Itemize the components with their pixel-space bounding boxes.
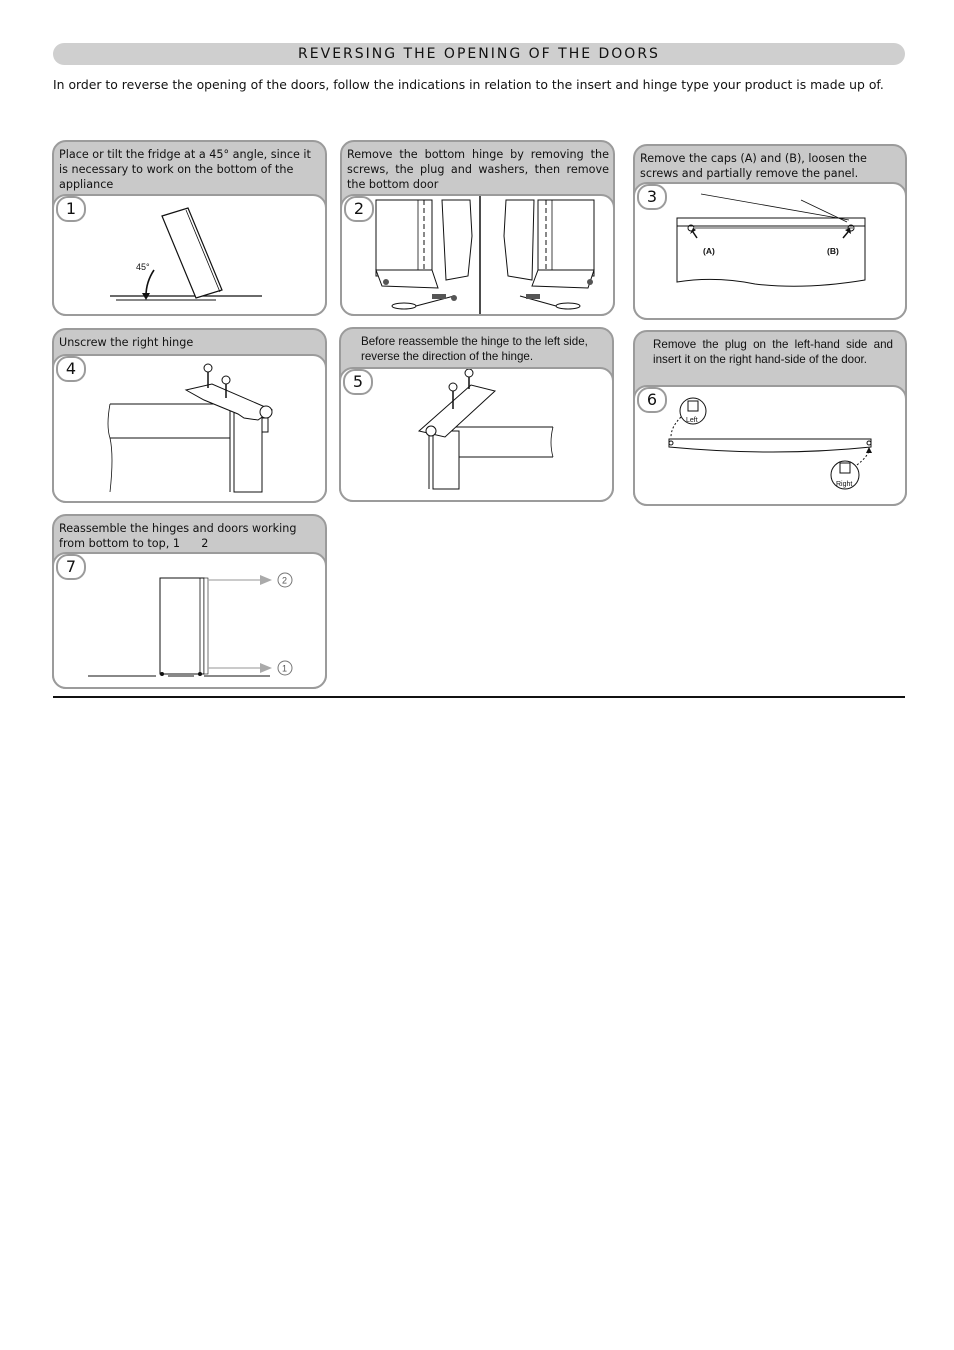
step-7-marker-1: 1 (282, 663, 288, 674)
step-3-illustration (635, 184, 905, 318)
section-divider (53, 696, 905, 698)
step-2-caption: Remove the bottom hinge by removing the screws, the plug and washers, then remove the bottom door (347, 148, 609, 191)
step-1-angle-label: 45° (136, 262, 150, 272)
step-6-caption: Remove the plug on the left-hand side and insert it on the right hand-side of the door. (653, 338, 893, 366)
step-6-number: 6 (637, 387, 667, 413)
step-1-figure-panel (52, 194, 327, 316)
step-1-illustration (54, 196, 325, 314)
cap-b-label: (B) (827, 246, 839, 256)
step-2-figure-panel (340, 194, 615, 316)
step-5-illustration (341, 369, 612, 500)
step-7-number: 7 (56, 554, 86, 580)
step-3-card (633, 144, 907, 320)
step-6-illustration (635, 387, 905, 504)
step-4-caption: Unscrew the right hinge (59, 336, 194, 349)
step-2-card (340, 140, 615, 316)
cap-a-label: (A) (703, 246, 715, 256)
step-5-number: 5 (343, 369, 373, 395)
step-6-figure-panel (633, 385, 907, 506)
step-1-caption: Place or tilt the fridge at a 45° angle, since it is necessary to work on the bottom of the appliance (59, 148, 311, 191)
step-5-caption: Before reassemble the hinge to the left side, reverse the direction of the hinge. (361, 335, 588, 363)
step-2-number: 2 (344, 196, 374, 222)
step-3-figure-panel (633, 182, 907, 320)
step-3-number: 3 (637, 184, 667, 210)
right-plug-label: Right (836, 481, 853, 488)
step-4-number: 4 (56, 356, 86, 382)
step-2-illustration (342, 196, 613, 314)
step-5-figure-panel (339, 367, 614, 502)
step-4-illustration (54, 356, 325, 501)
step-7-card (52, 514, 327, 689)
left-plug-label: Left (686, 417, 698, 424)
step-7-figure-panel (52, 552, 327, 689)
step-7-illustration (54, 554, 325, 687)
step-5-card (339, 327, 614, 502)
step-1-number: 1 (56, 196, 86, 222)
step-1-card (52, 140, 327, 316)
step-4-figure-panel (52, 354, 327, 503)
step-7-marker-2: 2 (282, 575, 288, 586)
intro-text: In order to reverse the opening of the doors, follow the indications in relation to the insert and hinge type your product is made up of. (53, 77, 884, 92)
step-7-caption: Reassemble the hinges and doors working from bottom to top, 1 2 (59, 522, 300, 550)
page-title: REVERSING THE OPENING OF THE DOORS (53, 43, 905, 65)
step-6-card (633, 330, 907, 506)
step-3-caption: Remove the caps (A) and (B), loosen the screws and partially remove the panel. (640, 152, 867, 180)
step-4-card (52, 328, 327, 503)
